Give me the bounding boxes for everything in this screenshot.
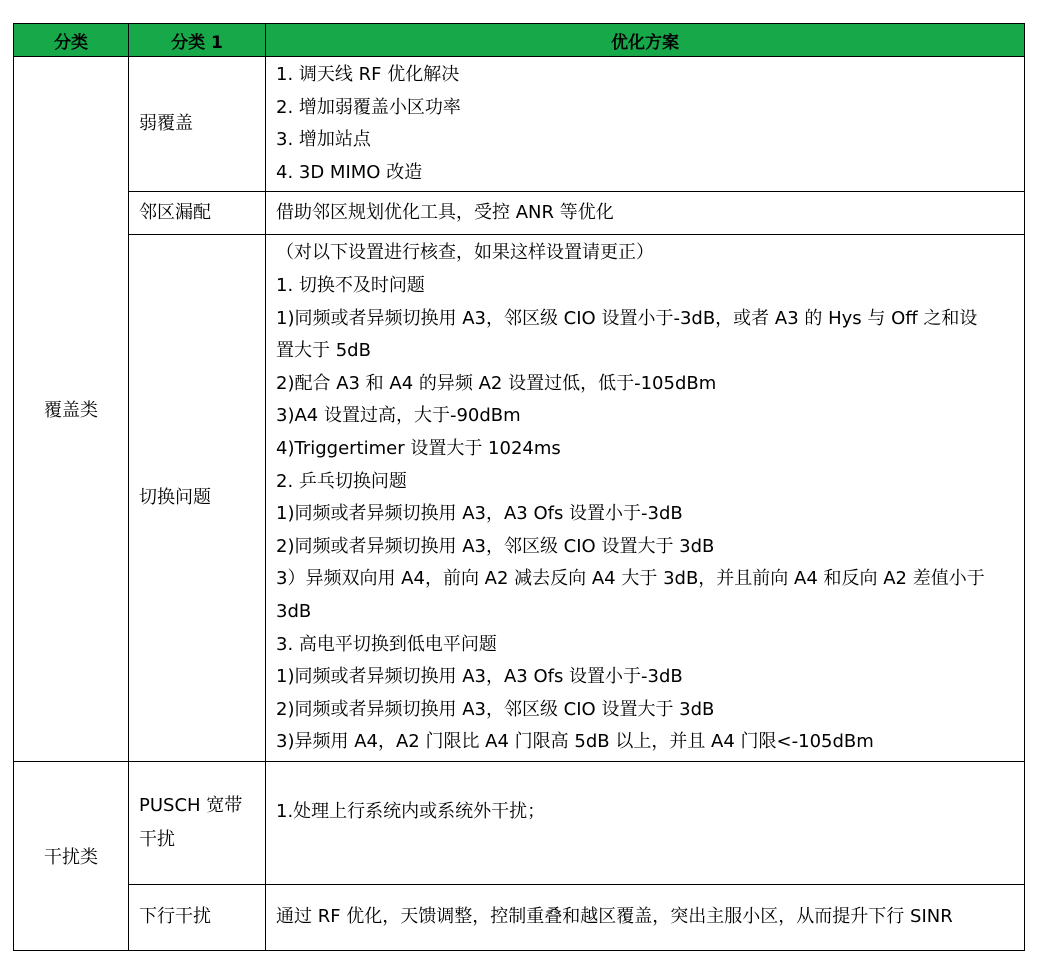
solution-line: 3. 增加站点 (276, 129, 371, 151)
table-row (14, 192, 1025, 235)
solution-line: 2)同频或者异频切换用 A3，邻区级 CIO 设置大于 3dB (276, 535, 715, 557)
category-coverage: 覆盖类 (14, 57, 129, 762)
solution-line: 3. 高电平切换到低电平问题 (276, 633, 497, 655)
solution-line: 1)同频或者异频切换用 A3，邻区级 CIO 设置小于-3dB，或者 A3 的 Hys 与 Off 之和设 (276, 307, 978, 329)
subcategory-line: 干扰 (139, 828, 175, 850)
solution-line: 置大于 5dB (276, 340, 371, 362)
subcategory-handover: 切换问题 (129, 235, 266, 762)
optimization-table (13, 23, 1025, 951)
table-row (14, 235, 1025, 762)
solution-line: 4)Triggertimer 设置大于 1024ms (276, 437, 561, 459)
subcategory-weak-coverage: 弱覆盖 (129, 57, 266, 192)
solution-missing-neighbor (266, 192, 1025, 235)
solution-line: 1)同频或者异频切换用 A3，A3 Ofs 设置小于-3dB (276, 666, 683, 688)
solution-line: 借助邻区规划优化工具，受控 ANR 等优化 (276, 202, 614, 224)
solution-line: 1. 调天线 RF 优化解决 (276, 64, 460, 85)
solution-line: （对以下设置进行核查，如果这样设置请更正） (276, 242, 654, 264)
table-row (14, 884, 1025, 950)
table-row (14, 57, 1025, 192)
header-row (14, 24, 1025, 57)
subcategory-pusch (129, 761, 266, 884)
category-interference: 干扰类 (14, 761, 129, 950)
solution-handover (266, 235, 1025, 762)
solution-pusch (266, 761, 1025, 884)
subcategory-line: PUSCH 宽带 (139, 794, 243, 816)
solution-line: 4. 3D MIMO 改造 (276, 161, 423, 183)
header-category: 分类 (14, 24, 129, 57)
solution-line: 2)同频或者异频切换用 A3，邻区级 CIO 设置大于 3dB (276, 698, 715, 720)
solution-line: 3dB (276, 600, 312, 622)
solution-line: 3）异频双向用 A4，前向 A2 减去反向 A4 大于 3dB，并且前向 A4 和反向 A2 差值小于 (276, 568, 985, 590)
solution-line: 1.处理上行系统内或系统外干扰； (276, 800, 546, 822)
solution-line: 2)配合 A3 和 A4 的异频 A2 设置过低，低于-105dBm (276, 372, 717, 394)
table-row (14, 761, 1025, 884)
solution-line: 通过 RF 优化，天馈调整，控制重叠和越区覆盖，突出主服小区，从而提升下行 SINR (276, 906, 953, 928)
solution-line: 2. 增加弱覆盖小区功率 (276, 96, 461, 118)
solution-line: 2. 乒乓切换问题 (276, 470, 407, 492)
solution-line: 3)异频用 A4，A2 门限比 A4 门限高 5dB 以上，并且 A4 门限<-105dBm (276, 731, 874, 753)
header-subcategory: 分类 1 (129, 24, 266, 57)
subcategory-downlink-interference: 下行干扰 (129, 884, 266, 950)
solution-weak-coverage (266, 57, 1025, 192)
solution-line: 3)A4 设置过高，大于-90dBm (276, 405, 521, 427)
solution-line: 1)同频或者异频切换用 A3，A3 Ofs 设置小于-3dB (276, 503, 683, 525)
solution-downlink-interference (266, 884, 1025, 950)
header-solution: 优化方案 (266, 24, 1025, 57)
solution-line: 1. 切换不及时问题 (276, 274, 425, 296)
subcategory-missing-neighbor: 邻区漏配 (129, 192, 266, 235)
